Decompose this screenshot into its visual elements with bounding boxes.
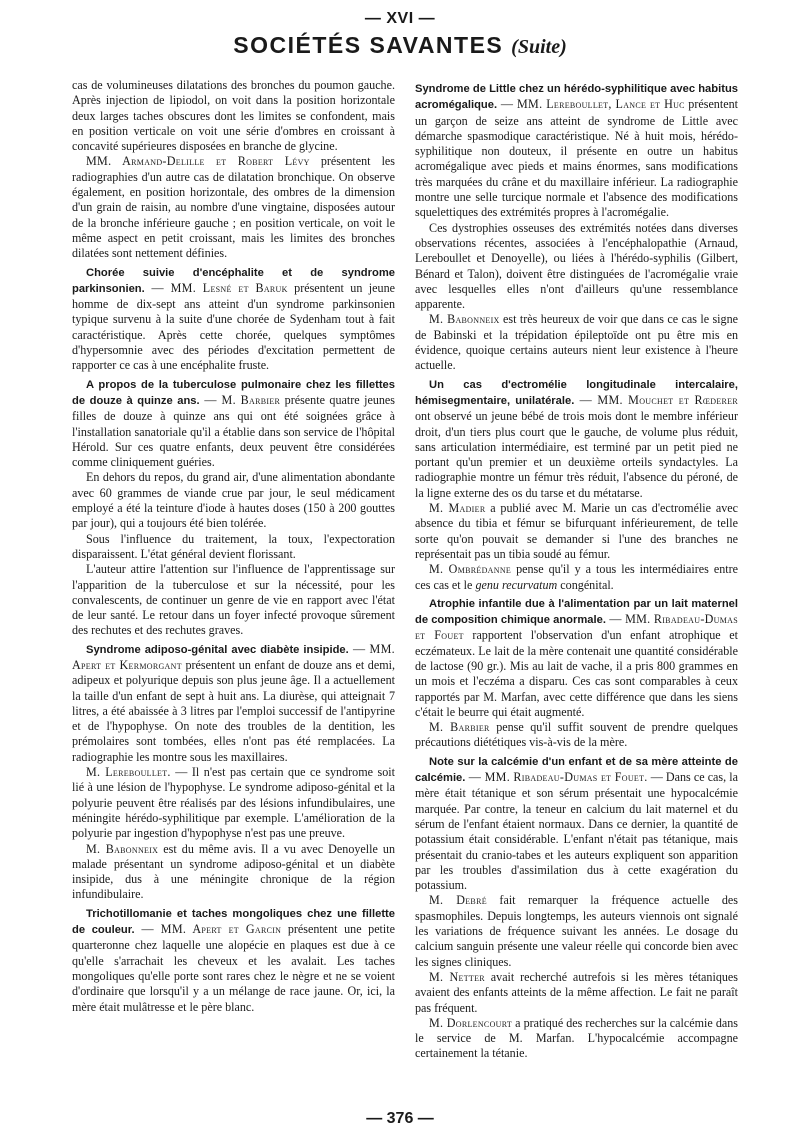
paragraph: [72, 154, 395, 261]
author-names: M. Ombrédanne: [429, 562, 512, 577]
page-header: [0, 10, 800, 59]
paragraph-text: — Dans ce cas, la mère était tétanique et son sérum présentait une hypocalcémie marquée. Par contre, la teneur en calcium du lait maternel et du sérum de l'enfant étaient normaux. Dans ce dernier, la quantité de potassium était considérable. L'enfant n'était pas tétanique, mais présentait du cranio-tabes et les auteurs expliquent son apparition par les troubles d'assimilation dus à cette exagération du potassium.: [415, 770, 738, 893]
communication-title: Note sur la calcémie d'un enfant et de sa mère atteinte de calcémie.: [415, 755, 738, 785]
paragraph-text: présentent un jeune homme de dix-sept ans atteint d'un syndrome parkinsonien typique survenu à la suite d'une chorée de Sydenham tout à fait caractéristique. Après cette chorée, quelques symptômes d'hypersomnie avec des périodes d'excitation permettent de rapporter ce cas à une encéphalite fruste.: [72, 280, 395, 373]
paragraph: En dehors du repos, du grand air, d'une alimentation abondante avec 60 grammes de viande crue par jour, le seul médicament employé a été la teinture d'iode à hautes doses (150 à 200 gouttes par jour), qui a toujours été bien tolérée.: [72, 470, 395, 531]
paragraph: [415, 312, 738, 373]
paragraph: [72, 765, 395, 841]
paragraph-text: pense qu'il suffit souvent de prendre quelques précautions diététiques vis-à-vis de la mère.: [415, 720, 738, 750]
section-title: [0, 32, 800, 59]
author-names: — MM. Apert et Garcin: [134, 922, 282, 937]
paragraph: [415, 562, 738, 593]
author-names: M. Babonneix: [429, 312, 500, 327]
communication-title: A propos de la tuberculose pulmonaire chez les fillettes de douze à quinze ans.: [72, 378, 395, 407]
text-columns: [72, 78, 738, 1100]
author-names: — MM. Mouchet et Rœderer: [574, 392, 738, 407]
communication: [415, 754, 738, 894]
communication-title: Atrophie infantile due à l'alimentation par un lait maternel de composition chimique anormale.: [415, 597, 738, 627]
left-column: [72, 78, 395, 1100]
author-names: M. Babonneix: [86, 841, 159, 856]
paragraph-text: fait remarquer la fréquence actuelle des spasmophiles. Depuis longtemps, les auteurs viennois ont signalé les variations de fréquence suivant les années. Le dosage du calcium sanguin présente une valeur réelle qui concorde bien avec les signes cliniques.: [415, 893, 738, 969]
paragraph-text: avait recherché autrefois si les mères tétaniques avaient des enfants atteints de la même affection. Le fait ne paraît pas fréquent.: [415, 969, 738, 1015]
author-names: M. Madier: [429, 501, 486, 516]
paragraph-text: présentent un garçon de seize ans atteint de syndrome de Little avec démarche spasmodique caractéristique. Né à huit mois, hérédo-syphilitique non douteux, il présente en outre un habitus acromégalique avec pieds et mains énormes, sans modifications très marquées du crâne et du maxillaire inférieur. La radiographie montre une selle turcique normale et l'absence des modifications squelettiques des extrémités propres à l'acromégalie.: [415, 97, 738, 220]
communication-title: Chorée suivie d'encéphalite et de syndrome parkinsonien.: [72, 266, 395, 295]
paragraph-text: présente quatre jeunes filles de douze à quinze ans qui ont été soignées grâce à l'installation sanatoriale qu'il a établie dans son service de l'hôpital Hérold. Sur ces quatre enfants, deux peuvent être considérées comme cliniquement guéries.: [72, 392, 395, 470]
paragraph-text: congénital.: [557, 577, 614, 592]
paragraph-text: a pratiqué des recherches sur la calcémie dans le service de M. Marfan. L'hypocalcémie accompagne certainement la tétanie.: [415, 1015, 739, 1061]
paragraph: [415, 970, 738, 1016]
italic-term: genu recurvatum: [475, 577, 558, 592]
paragraph: cas de volumineuses dilatations des bronches du poumon gauche. Après injection de lipiodol, on voit dans la position horizontale deux larges taches obscures dont les limites se confondent, mais en position verticale on voit une série d'ombres en croissant à concavité supérieures disposées en branche de glycine.: [72, 78, 395, 154]
paragraph-text: présentent une petite quarteronne chez laquelle une alopécie en plaques est due à ce qu'elle s'arrachait les cheveux et les avalait. Les taches mongoliques qu'elle porte sont rares chez le nègre et ne se voient d'ordinaire que lorsqu'il y a un mélange de race jaune. Or, ici, la mère était mulâtresse et le père blanc.: [72, 922, 396, 1014]
communication: [72, 377, 395, 471]
author-names: — MM. Apert et Kermorgant: [72, 641, 395, 672]
paragraph-text: présentent les radiographies d'un autre cas de dilatation bronchique. On observe également, en position horizontale, des ombres de la dimension d'un grain de raisin, au nombre d'une vingtaine, disposées autour de la bronche inférieure gauche ; en position verticale, on voit le même aspect en petit croissant, mais les limites des bronches dilatées sont nettement définies.: [72, 154, 396, 261]
paragraph-text: ont observé un jeune bébé de trois mois dont le membre inférieur droit, d'un tiers plus court que le gauche, de volume plus réduit, sans articulation intermédiaire, est terminé par un petit pied ne portant qu'un premier et un deuxième orteils syndactyles. La radiographie montre un fémur très réduit, l'absence du péroné, de la ligne externe des os du tarse et du métatarse.: [415, 409, 738, 500]
paragraph-text: — Il n'est pas certain que ce syndrome soit lié à une lésion de l'hypophyse. Le syndrome adiposo-génital et la polyurie peuvent être réalisés par des lésions infundibulaires, une méningite hérédo-syphilitique par exemple. L'amélioration de la polyurie par ingestion d'hypophyse n'est pas une preuve.: [72, 765, 395, 841]
paragraph-text: présentent un enfant de douze ans et demi, adipeux et polyurique depuis son plus jeune âge. Il a actuellement la taille d'un enfant de sept à huit ans. La diurèse, qui atteignait 7 litres, a été abaissée à 3 litres par l'emploi successif de l'antipyrine et de l'hypophyse. On note des troubles de la dentition, les prémolaires sont tombées, elles n'ont pas été remplacées. La radiographie les montre sous les maxillaires.: [72, 657, 396, 764]
author-names: M. Lereboullet.: [86, 765, 171, 780]
page-number: — 376 —: [366, 1110, 434, 1127]
author-names: — MM. Ribadeau-Dumas et Fouet: [415, 612, 738, 643]
paragraph: Sous l'influence du traitement, la toux, l'expectoration disparaissent. L'état général devient florissant.: [72, 531, 395, 561]
section-title-text: SOCIÉTÉS SAVANTES: [233, 32, 504, 58]
paragraph-text: pense qu'il y a tous les intermédiaires entre ces cas et le: [415, 562, 738, 592]
section-title-suite: (Suite): [511, 36, 567, 58]
paragraph: Ces dystrophies osseuses des extrémités notées dans diverses observations récentes, associées à l'encéphalopathie (Arnaud, Lereboullet et Denoyelle), ou liées à l'hérédo-syphilis (Gilbert, Bénard et Talon), doivent être distinguées de l'acromégalie vraie avec lesquelles elles n'ont d'ailleurs qu'une ressemblance apparente.: [415, 220, 738, 312]
paragraph-text: rapportent l'observation d'un enfant atrophique et eczémateux. Le lait de la mère contenait une quantité considérable de lactose (90 gr.). Mis au lait de vache, il a pris 800 grammes en un mois et l'eczéma a disparu. Ces cas sont comparables à ceux rapportés par M. Marfan, avec cette différence que dans les siens c'était le beurre qui était augmenté.: [415, 628, 738, 719]
roman-folio: — XVI —: [364, 10, 436, 27]
author-names: — M. Barbier: [199, 392, 281, 407]
author-names: — MM. Lereboullet, Lance et Huc: [497, 97, 685, 112]
communication: [415, 81, 738, 221]
author-names: — MM. Ribadeau-Dumas et Fouet.: [465, 770, 648, 785]
communication: [415, 596, 738, 720]
communication-title: Syndrome de Little chez un hérédo-syphilitique avec habitus acromégalique.: [415, 83, 738, 112]
communication: [72, 265, 395, 374]
paragraph: [415, 501, 738, 562]
communication-title: Syndrome adiposo-génital avec diabète insipide.: [86, 643, 349, 656]
paragraph-text: est très heureux de voir que dans ce cas le signe de Babinski et la trépidation épileptoïde ont pu être mis en évidence, quoique certains auteurs nient leur existence à l'heure actuelle.: [415, 312, 738, 373]
communication: [72, 642, 395, 765]
communication: [72, 906, 395, 1015]
author-names: M. Barbier: [429, 720, 490, 735]
author-names: MM. Armand-Delille et Robert Lévy: [86, 154, 310, 169]
paragraph: [415, 1016, 738, 1062]
communication-title: Un cas d'ectromélie longitudinale intercalaire, hémisegmentaire, unilatérale.: [415, 378, 738, 407]
communication-title: Trichotillomanie et taches mongoliques chez une fillette de couleur.: [72, 907, 395, 937]
author-names: M. Debré: [429, 893, 487, 908]
paragraph: [72, 842, 395, 903]
communication: [415, 377, 738, 501]
author-names: — MM. Lesné et Baruk: [144, 280, 288, 295]
paragraph-text: est du même avis. Il a vu avec Denoyelle un malade présentant un syndrome adiposo-génital et un diabète insipide, dus à une méningite chronique de la région infundibulaire.: [72, 841, 396, 902]
paragraph-text: a publié avec M. Marie un cas d'ectromélie avec absence du tibia et fémur se bifurquant inférieurement, de telle sorte qu'on pouvait se demander si l'une des branches ne représentait pas un tibia soudé au fémur.: [415, 501, 738, 561]
paragraph: L'auteur attire l'attention sur l'influence de l'apprentissage sur l'apparition de la tuberculose et sur la nécessité, pour les convalescents, de continuer un genre de vie en rapport avec l'état de leur santé. Le retour dans un foyer infecté provoque sûrement des rechutes et des rechutes graves.: [72, 562, 395, 638]
paragraph: [415, 720, 738, 751]
paragraph: [415, 893, 738, 969]
author-names: M. Netter: [429, 969, 485, 984]
right-column: [415, 78, 738, 1100]
author-names: M. Dorlencourt: [429, 1015, 513, 1030]
